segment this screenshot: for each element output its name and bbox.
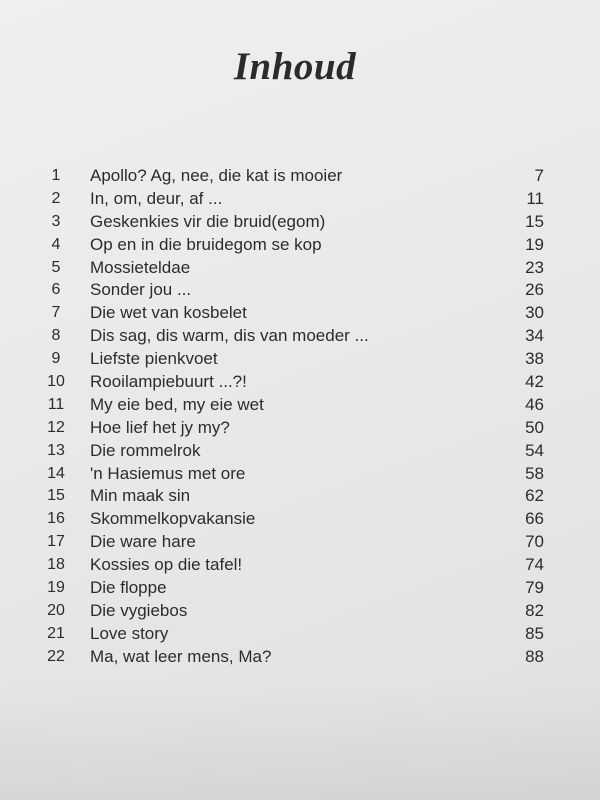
page-number: 79 [525,578,544,598]
chapter-number: 6 [51,281,61,299]
toc-entry [0,600,600,623]
toc-entry [0,211,600,234]
page-number: 50 [525,417,544,437]
toc-entry [0,646,600,669]
chapter-title: Dis sag, dis warm, dis van moeder ... [90,326,369,346]
chapter-number: 22 [47,647,65,665]
page-number: 85 [525,623,544,643]
chapter-number: 16 [47,510,65,528]
page-number: 30 [525,303,544,323]
table-of-contents [0,165,600,669]
toc-entry [0,257,600,280]
page-number: 11 [526,188,544,208]
page-number: 62 [525,486,544,506]
chapter-title: Ma, wat leer mens, Ma? [90,646,272,666]
chapter-number: 11 [47,395,65,413]
page-number: 23 [525,257,544,277]
toc-entry [0,554,600,577]
chapter-number: 17 [47,533,65,551]
chapter-number: 7 [51,304,61,322]
chapter-number: 1 [51,167,61,184]
page-number: 42 [525,372,544,392]
toc-entry [0,234,600,257]
chapter-title: Die ware hare [90,532,196,552]
toc-entry [0,325,600,348]
toc-entry [0,165,600,188]
chapter-title: Rooilampiebuurt ...?! [90,372,247,392]
toc-entry [0,279,600,302]
toc-entry [0,371,600,394]
page-number: 54 [525,440,544,460]
toc-entry [0,485,600,508]
chapter-title: Op en in die bruidegom se kop [90,234,322,254]
toc-entry [0,188,600,211]
chapter-title: 'n Hasiemus met ore [90,463,246,483]
page-number: 38 [525,349,544,369]
chapter-title: Min maak sin [90,486,191,506]
toc-entry [0,623,600,646]
toc-entry [0,394,600,417]
chapter-title: Die floppe [90,578,167,598]
chapter-title: Die rommelrok [90,440,201,460]
page-number: 34 [525,326,544,346]
chapter-number: 13 [47,441,65,459]
page-number: 88 [525,646,544,666]
page-number: 46 [525,394,544,414]
chapter-number: 3 [51,212,61,230]
page-number: 7 [534,166,544,185]
chapter-number: 18 [47,556,65,574]
chapter-number: 15 [47,487,65,505]
chapter-title: Kossies op die tafel! [90,555,243,575]
toc-entry [0,417,600,440]
page-number: 26 [525,280,544,300]
chapter-title: Hoe lief het jy my? [90,417,230,437]
page-number: 70 [525,532,544,552]
chapter-title: Geskenkies vir die bruid(egom) [90,211,326,231]
chapter-title: Mossieteldae [90,257,191,277]
chapter-title: Die wet van kosbelet [90,303,247,323]
chapter-title: Die vygiebos [90,600,188,620]
chapter-title: Sonder jou ... [90,280,192,300]
chapter-title: Skommelkopvakansie [90,509,256,529]
page-title: Inhoud [233,45,357,88]
chapter-number: 10 [47,373,65,391]
chapter-title: My eie bed, my eie wet [90,394,264,414]
chapter-number: 4 [51,235,61,253]
toc-entry [0,531,600,554]
page-number: 66 [525,509,544,529]
chapter-title: Liefste pienkvoet [90,349,218,369]
toc-entry [0,302,600,325]
toc-entry [0,577,600,600]
chapter-number: 20 [47,601,65,619]
toc-entry [0,440,600,463]
page-number: 19 [525,234,544,254]
chapter-number: 12 [47,418,65,436]
page-number: 82 [525,600,544,620]
toc-entry [0,508,600,531]
chapter-title: In, om, deur, af ... [90,188,223,208]
chapter-number: 14 [47,464,65,482]
page-number: 15 [525,211,544,231]
page-number: 58 [525,463,544,483]
chapter-number: 2 [51,189,61,207]
toc-entry [0,463,600,486]
chapter-title: Love story [90,623,169,643]
page-number: 74 [525,555,544,575]
chapter-number: 9 [51,350,61,368]
chapter-title: Apollo? Ag, nee, die kat is mooier [90,166,343,185]
toc-entry [0,348,600,371]
chapter-number: 5 [51,258,61,276]
chapter-number: 19 [47,579,65,597]
chapter-number: 8 [51,327,61,345]
chapter-number: 21 [47,624,65,642]
